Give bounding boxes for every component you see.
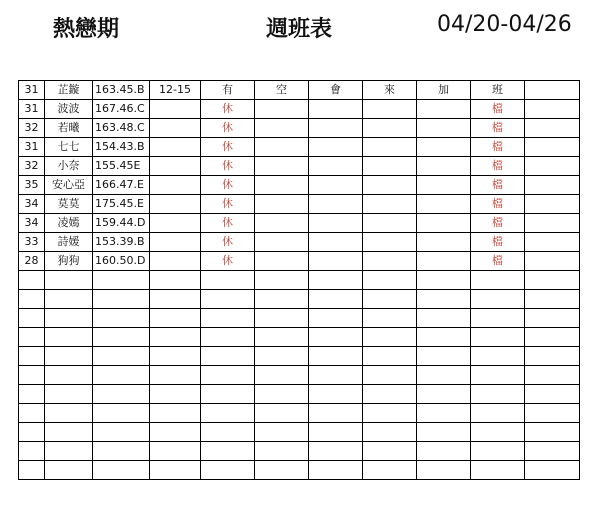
day-6-cell: 檔 bbox=[471, 233, 525, 252]
table-row bbox=[19, 328, 580, 347]
name-cell bbox=[45, 442, 93, 461]
time-cell bbox=[150, 138, 201, 157]
day-3-cell bbox=[309, 252, 363, 271]
day-1-cell: 休 bbox=[201, 214, 255, 233]
stats-cell bbox=[93, 385, 150, 404]
day-2-cell bbox=[255, 347, 309, 366]
day-1-cell bbox=[201, 423, 255, 442]
day-3-cell bbox=[309, 366, 363, 385]
stats-cell bbox=[93, 328, 150, 347]
day-3-cell bbox=[309, 214, 363, 233]
age-cell bbox=[19, 271, 45, 290]
day-4-cell bbox=[363, 119, 417, 138]
stats-cell bbox=[93, 347, 150, 366]
day-2-cell bbox=[255, 252, 309, 271]
day-3-cell bbox=[309, 347, 363, 366]
age-cell: 35 bbox=[19, 176, 45, 195]
name-cell bbox=[45, 309, 93, 328]
day-6-cell: 檔 bbox=[471, 157, 525, 176]
day-4-cell bbox=[363, 461, 417, 480]
day-7-cell bbox=[525, 138, 580, 157]
table-row bbox=[19, 309, 580, 328]
day-6-cell: 檔 bbox=[471, 138, 525, 157]
table-row bbox=[19, 233, 580, 252]
time-cell bbox=[150, 119, 201, 138]
time-cell bbox=[150, 423, 201, 442]
day-4-cell bbox=[363, 442, 417, 461]
name-cell bbox=[45, 290, 93, 309]
day-3-cell bbox=[309, 119, 363, 138]
day-6-cell bbox=[471, 461, 525, 480]
day-3-cell bbox=[309, 138, 363, 157]
day-1-cell bbox=[201, 328, 255, 347]
day-1-cell: 有 bbox=[201, 81, 255, 100]
day-3-cell bbox=[309, 157, 363, 176]
day-5-cell bbox=[417, 271, 471, 290]
time-cell bbox=[150, 233, 201, 252]
day-6-cell bbox=[471, 328, 525, 347]
day-2-cell bbox=[255, 461, 309, 480]
time-cell bbox=[150, 252, 201, 271]
day-4-cell bbox=[363, 347, 417, 366]
table-row bbox=[19, 347, 580, 366]
stats-cell: 167.46.C bbox=[93, 100, 150, 119]
day-7-cell bbox=[525, 385, 580, 404]
day-1-cell bbox=[201, 385, 255, 404]
page-title: 週班表 bbox=[266, 17, 333, 42]
table-row bbox=[19, 176, 580, 195]
day-5-cell bbox=[417, 347, 471, 366]
day-7-cell bbox=[525, 157, 580, 176]
day-6-cell bbox=[471, 347, 525, 366]
day-2-cell: 空 bbox=[255, 81, 309, 100]
time-cell bbox=[150, 461, 201, 480]
day-1-cell: 休 bbox=[201, 176, 255, 195]
name-cell bbox=[45, 404, 93, 423]
time-cell bbox=[150, 195, 201, 214]
day-5-cell bbox=[417, 176, 471, 195]
day-4-cell bbox=[363, 100, 417, 119]
day-5-cell bbox=[417, 157, 471, 176]
day-6-cell bbox=[471, 385, 525, 404]
day-2-cell bbox=[255, 138, 309, 157]
day-1-cell: 休 bbox=[201, 252, 255, 271]
table-row bbox=[19, 214, 580, 233]
day-4-cell bbox=[363, 271, 417, 290]
name-cell: 詩媛 bbox=[45, 233, 93, 252]
name-cell: 莫莫 bbox=[45, 195, 93, 214]
table-row bbox=[19, 366, 580, 385]
time-cell bbox=[150, 328, 201, 347]
table-row bbox=[19, 252, 580, 271]
day-4-cell bbox=[363, 309, 417, 328]
age-cell bbox=[19, 309, 45, 328]
day-5-cell bbox=[417, 385, 471, 404]
stats-cell: 163.45.B bbox=[93, 81, 150, 100]
day-6-cell: 檔 bbox=[471, 214, 525, 233]
day-4-cell bbox=[363, 290, 417, 309]
age-cell bbox=[19, 442, 45, 461]
name-cell: 狗狗 bbox=[45, 252, 93, 271]
day-3-cell bbox=[309, 385, 363, 404]
day-3-cell bbox=[309, 309, 363, 328]
table-row bbox=[19, 100, 580, 119]
name-cell: 凌嫣 bbox=[45, 214, 93, 233]
age-cell bbox=[19, 423, 45, 442]
name-cell: 若曦 bbox=[45, 119, 93, 138]
day-6-cell: 班 bbox=[471, 81, 525, 100]
day-6-cell bbox=[471, 290, 525, 309]
day-6-cell: 檔 bbox=[471, 176, 525, 195]
day-4-cell bbox=[363, 404, 417, 423]
day-7-cell bbox=[525, 423, 580, 442]
name-cell bbox=[45, 423, 93, 442]
name-cell bbox=[45, 328, 93, 347]
day-2-cell bbox=[255, 442, 309, 461]
stats-cell: 155.45E bbox=[93, 157, 150, 176]
day-2-cell bbox=[255, 176, 309, 195]
age-cell bbox=[19, 404, 45, 423]
day-7-cell bbox=[525, 366, 580, 385]
day-3-cell bbox=[309, 271, 363, 290]
table-row bbox=[19, 290, 580, 309]
day-7-cell bbox=[525, 404, 580, 423]
day-4-cell bbox=[363, 138, 417, 157]
day-4-cell bbox=[363, 385, 417, 404]
time-cell bbox=[150, 176, 201, 195]
stats-cell bbox=[93, 442, 150, 461]
day-3-cell bbox=[309, 176, 363, 195]
stats-cell: 159.44.D bbox=[93, 214, 150, 233]
day-5-cell bbox=[417, 138, 471, 157]
day-6-cell bbox=[471, 271, 525, 290]
day-7-cell bbox=[525, 347, 580, 366]
day-7-cell bbox=[525, 100, 580, 119]
day-1-cell bbox=[201, 290, 255, 309]
day-3-cell bbox=[309, 290, 363, 309]
day-5-cell bbox=[417, 100, 471, 119]
day-7-cell bbox=[525, 309, 580, 328]
day-2-cell bbox=[255, 100, 309, 119]
stats-cell bbox=[93, 309, 150, 328]
day-4-cell bbox=[363, 176, 417, 195]
table-row bbox=[19, 442, 580, 461]
day-5-cell bbox=[417, 366, 471, 385]
day-6-cell: 檔 bbox=[471, 252, 525, 271]
age-cell: 32 bbox=[19, 157, 45, 176]
time-cell bbox=[150, 100, 201, 119]
day-4-cell bbox=[363, 423, 417, 442]
day-6-cell bbox=[471, 309, 525, 328]
day-4-cell bbox=[363, 366, 417, 385]
time-cell bbox=[150, 366, 201, 385]
age-cell: 31 bbox=[19, 81, 45, 100]
day-6-cell bbox=[471, 442, 525, 461]
day-5-cell bbox=[417, 119, 471, 138]
shop-title: 熱戀期 bbox=[53, 17, 120, 42]
day-2-cell bbox=[255, 309, 309, 328]
stats-cell bbox=[93, 423, 150, 442]
stats-cell: 166.47.E bbox=[93, 176, 150, 195]
day-5-cell bbox=[417, 290, 471, 309]
day-3-cell bbox=[309, 423, 363, 442]
day-1-cell: 休 bbox=[201, 195, 255, 214]
day-7-cell bbox=[525, 214, 580, 233]
name-cell: 安心亞 bbox=[45, 176, 93, 195]
age-cell: 28 bbox=[19, 252, 45, 271]
age-cell bbox=[19, 290, 45, 309]
name-cell bbox=[45, 461, 93, 480]
day-7-cell bbox=[525, 461, 580, 480]
day-5-cell bbox=[417, 404, 471, 423]
time-cell bbox=[150, 290, 201, 309]
day-4-cell bbox=[363, 252, 417, 271]
day-5-cell: 加 bbox=[417, 81, 471, 100]
day-2-cell bbox=[255, 404, 309, 423]
header bbox=[0, 8, 600, 48]
stats-cell bbox=[93, 461, 150, 480]
day-2-cell bbox=[255, 423, 309, 442]
age-cell: 32 bbox=[19, 119, 45, 138]
name-cell: 小奈 bbox=[45, 157, 93, 176]
day-1-cell: 休 bbox=[201, 157, 255, 176]
age-cell: 31 bbox=[19, 100, 45, 119]
day-4-cell bbox=[363, 214, 417, 233]
stats-cell: 163.48.C bbox=[93, 119, 150, 138]
name-cell bbox=[45, 271, 93, 290]
table-row bbox=[19, 195, 580, 214]
stats-cell bbox=[93, 366, 150, 385]
table-row bbox=[19, 138, 580, 157]
day-1-cell: 休 bbox=[201, 119, 255, 138]
day-1-cell bbox=[201, 347, 255, 366]
day-3-cell bbox=[309, 100, 363, 119]
day-2-cell bbox=[255, 271, 309, 290]
day-6-cell: 檔 bbox=[471, 100, 525, 119]
day-6-cell bbox=[471, 423, 525, 442]
day-3-cell bbox=[309, 442, 363, 461]
day-2-cell bbox=[255, 195, 309, 214]
schedule-body bbox=[19, 81, 580, 480]
day-2-cell bbox=[255, 385, 309, 404]
day-1-cell: 休 bbox=[201, 100, 255, 119]
time-cell bbox=[150, 157, 201, 176]
day-5-cell bbox=[417, 214, 471, 233]
day-2-cell bbox=[255, 290, 309, 309]
day-7-cell bbox=[525, 195, 580, 214]
day-5-cell bbox=[417, 195, 471, 214]
day-3-cell bbox=[309, 195, 363, 214]
day-7-cell bbox=[525, 176, 580, 195]
day-6-cell bbox=[471, 404, 525, 423]
day-4-cell: 來 bbox=[363, 81, 417, 100]
age-cell: 31 bbox=[19, 138, 45, 157]
stats-cell: 153.39.B bbox=[93, 233, 150, 252]
day-2-cell bbox=[255, 157, 309, 176]
stats-cell: 160.50.D bbox=[93, 252, 150, 271]
day-4-cell bbox=[363, 233, 417, 252]
age-cell bbox=[19, 385, 45, 404]
stats-cell bbox=[93, 271, 150, 290]
day-2-cell bbox=[255, 119, 309, 138]
table-row bbox=[19, 404, 580, 423]
day-5-cell bbox=[417, 328, 471, 347]
day-5-cell bbox=[417, 233, 471, 252]
day-7-cell bbox=[525, 233, 580, 252]
day-7-cell bbox=[525, 442, 580, 461]
day-7-cell bbox=[525, 119, 580, 138]
stats-cell bbox=[93, 404, 150, 423]
name-cell: 芷鏇 bbox=[45, 81, 93, 100]
day-4-cell bbox=[363, 328, 417, 347]
table-row bbox=[19, 423, 580, 442]
age-cell: 34 bbox=[19, 195, 45, 214]
day-3-cell bbox=[309, 461, 363, 480]
age-cell: 33 bbox=[19, 233, 45, 252]
day-2-cell bbox=[255, 366, 309, 385]
time-cell bbox=[150, 347, 201, 366]
time-cell bbox=[150, 271, 201, 290]
day-5-cell bbox=[417, 423, 471, 442]
day-1-cell bbox=[201, 404, 255, 423]
time-cell bbox=[150, 309, 201, 328]
name-cell: 波波 bbox=[45, 100, 93, 119]
name-cell bbox=[45, 347, 93, 366]
table-row bbox=[19, 157, 580, 176]
day-7-cell bbox=[525, 252, 580, 271]
day-6-cell: 檔 bbox=[471, 195, 525, 214]
time-cell: 12-15 bbox=[150, 81, 201, 100]
day-1-cell bbox=[201, 271, 255, 290]
day-1-cell bbox=[201, 366, 255, 385]
day-6-cell bbox=[471, 366, 525, 385]
day-4-cell bbox=[363, 157, 417, 176]
time-cell bbox=[150, 404, 201, 423]
time-cell bbox=[150, 214, 201, 233]
day-7-cell bbox=[525, 328, 580, 347]
day-2-cell bbox=[255, 214, 309, 233]
schedule-table bbox=[18, 80, 580, 480]
table-row bbox=[19, 271, 580, 290]
day-3-cell bbox=[309, 404, 363, 423]
day-3-cell: 會 bbox=[309, 81, 363, 100]
day-3-cell bbox=[309, 328, 363, 347]
day-6-cell: 檔 bbox=[471, 119, 525, 138]
day-2-cell bbox=[255, 233, 309, 252]
stats-cell bbox=[93, 290, 150, 309]
age-cell bbox=[19, 347, 45, 366]
name-cell bbox=[45, 366, 93, 385]
table-row bbox=[19, 119, 580, 138]
table-row bbox=[19, 81, 580, 100]
day-1-cell bbox=[201, 442, 255, 461]
day-5-cell bbox=[417, 309, 471, 328]
table-row bbox=[19, 461, 580, 480]
day-1-cell bbox=[201, 461, 255, 480]
day-7-cell bbox=[525, 81, 580, 100]
time-cell bbox=[150, 385, 201, 404]
day-5-cell bbox=[417, 252, 471, 271]
stats-cell: 175.45.E bbox=[93, 195, 150, 214]
day-1-cell bbox=[201, 309, 255, 328]
day-1-cell: 休 bbox=[201, 233, 255, 252]
table-row bbox=[19, 385, 580, 404]
time-cell bbox=[150, 442, 201, 461]
age-cell: 34 bbox=[19, 214, 45, 233]
day-2-cell bbox=[255, 328, 309, 347]
date-range: 04/20-04/26 bbox=[437, 12, 572, 37]
name-cell: 七七 bbox=[45, 138, 93, 157]
day-3-cell bbox=[309, 233, 363, 252]
age-cell bbox=[19, 328, 45, 347]
age-cell bbox=[19, 366, 45, 385]
day-7-cell bbox=[525, 271, 580, 290]
name-cell bbox=[45, 385, 93, 404]
day-5-cell bbox=[417, 461, 471, 480]
age-cell bbox=[19, 461, 45, 480]
day-4-cell bbox=[363, 195, 417, 214]
day-1-cell: 休 bbox=[201, 138, 255, 157]
day-7-cell bbox=[525, 290, 580, 309]
stats-cell: 154.43.B bbox=[93, 138, 150, 157]
day-5-cell bbox=[417, 442, 471, 461]
